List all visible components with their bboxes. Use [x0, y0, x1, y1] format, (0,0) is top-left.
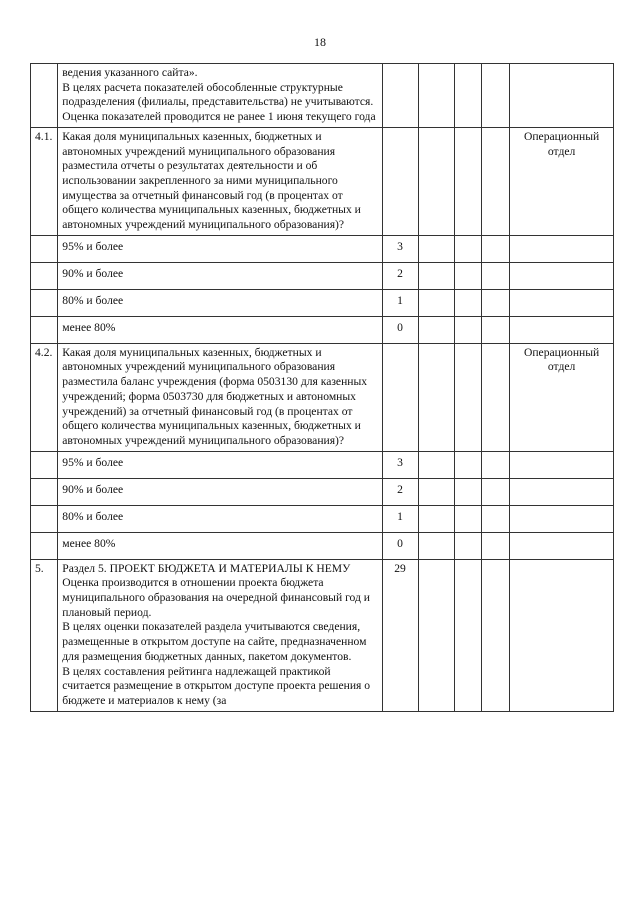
score-value: 3: [382, 451, 418, 478]
responsible-unit: [510, 451, 614, 478]
item-number: [31, 505, 58, 532]
option-label: 80% и более: [58, 289, 382, 316]
empty-cell-2: [454, 478, 481, 505]
empty-cell-2: [454, 289, 481, 316]
empty-cell-2: [454, 451, 481, 478]
empty-cell-3: [481, 235, 509, 262]
empty-cell-1: [418, 532, 454, 559]
empty-cell-2: [454, 262, 481, 289]
table-body: [31, 64, 614, 712]
option-row: [31, 235, 614, 262]
score-value: 2: [382, 262, 418, 289]
paragraph: ведения указанного сайта».: [62, 66, 198, 79]
responsible-unit: [510, 289, 614, 316]
empty-cell-3: [481, 478, 509, 505]
item-number: 4.1.: [31, 127, 58, 235]
responsible-unit: [510, 316, 614, 343]
paragraph: Оценка показателей проводится не ранее 1 июня текущего года: [62, 110, 376, 124]
empty-cell-3: [481, 343, 509, 451]
empty-cell-1: [418, 235, 454, 262]
empty-cell-1: [418, 505, 454, 532]
item-text: [58, 64, 382, 128]
option-label: 95% и более: [58, 235, 382, 262]
page-number: 18: [314, 35, 326, 49]
score-value: 3: [382, 235, 418, 262]
item-number: [31, 478, 58, 505]
option-label: менее 80%: [58, 532, 382, 559]
empty-cell-2: [454, 559, 481, 711]
empty-cell-2: [454, 316, 481, 343]
option-label: менее 80%: [58, 316, 382, 343]
score-value: [382, 127, 418, 235]
option-row: [31, 478, 614, 505]
responsible-unit: [510, 64, 614, 128]
empty-cell-3: [481, 64, 509, 128]
empty-cell-2: [454, 343, 481, 451]
empty-cell-2: [454, 64, 481, 128]
item-number: [31, 451, 58, 478]
empty-cell-3: [481, 262, 509, 289]
responsible-unit: [510, 505, 614, 532]
empty-cell-2: [454, 235, 481, 262]
item-number: 5.: [31, 559, 58, 711]
item-text: [58, 559, 382, 711]
empty-cell-1: [418, 289, 454, 316]
item-number: [31, 316, 58, 343]
empty-cell-3: [481, 127, 509, 235]
empty-cell-3: [481, 316, 509, 343]
paragraph: В целях расчета показателей обособленные структурные подразделения (филиалы, представительства) не учитываются.: [62, 80, 374, 109]
empty-cell-1: [418, 64, 454, 128]
empty-cell-2: [454, 532, 481, 559]
empty-cell-3: [481, 559, 509, 711]
question-row: [31, 343, 614, 451]
option-label: 90% и более: [58, 478, 382, 505]
empty-cell-3: [481, 289, 509, 316]
responsible-unit: [510, 532, 614, 559]
item-number: 4.2.: [31, 343, 58, 451]
item-number: [31, 532, 58, 559]
option-row: [31, 289, 614, 316]
responsible-unit: [510, 478, 614, 505]
score-value: [382, 64, 418, 128]
item-number: [31, 235, 58, 262]
option-row: [31, 451, 614, 478]
paragraph: В целях оценки показателей раздела учитываются сведения, размещенные в открытом доступе на сайте, предназначенном для размещения бюджетных данных, пакетом документов.: [62, 620, 367, 663]
empty-cell-1: [418, 127, 454, 235]
item-number: [31, 64, 58, 128]
criteria-table: [30, 63, 614, 712]
paragraph: Какая доля муниципальных казенных, бюджетных и автономных учреждений муниципального образования разместила отчеты о результатах деятельности и об использовании закрепленного за ними муниципального имущества за отчетный финансовый год (в процентах от общего количества муниципальных казенных, бюджетных и автономных учреждений муниципального образования)?: [62, 129, 361, 232]
empty-cell-2: [454, 505, 481, 532]
empty-cell-3: [481, 505, 509, 532]
option-label: 80% и более: [58, 505, 382, 532]
item-number: [31, 289, 58, 316]
question-row: [31, 127, 614, 235]
option-label: 90% и более: [58, 262, 382, 289]
empty-cell-1: [418, 262, 454, 289]
item-text: [58, 343, 382, 451]
empty-cell-1: [418, 451, 454, 478]
empty-cell-3: [481, 451, 509, 478]
score-value: 0: [382, 316, 418, 343]
paragraph: В целях составления рейтинга надлежащей практикой считается размещение в открытом доступе проекта решения о бюджете и материалов к нему (за: [62, 664, 371, 707]
score-value: 1: [382, 289, 418, 316]
score-value: 1: [382, 505, 418, 532]
paragraph: Оценка производится в отношении проекта бюджета муниципального образования на очередной финансовый год и плановый период.: [62, 576, 371, 619]
empty-cell-1: [418, 343, 454, 451]
paragraph: Какая доля муниципальных казенных, бюджетных и автономных учреждений муниципального образования разместила баланс учреждения (форма 0503130 для казенных учреждений; форма 0503730 для бюджетных и автономных учреждений) за отчетный финансовый год (в процентах от общего количества муниципальных казенных, бюджетных и автономных учреждений муниципального образования)?: [62, 345, 368, 447]
item-number: [31, 262, 58, 289]
empty-cell-2: [454, 127, 481, 235]
score-value: [382, 343, 418, 451]
option-label: 95% и более: [58, 451, 382, 478]
responsible-unit: [510, 235, 614, 262]
empty-cell-3: [481, 532, 509, 559]
option-row: [31, 505, 614, 532]
text-row: [31, 64, 614, 128]
section-row: [31, 559, 614, 711]
score-value: 29: [382, 559, 418, 711]
item-text: [58, 127, 382, 235]
option-row: [31, 532, 614, 559]
responsible-unit: Операционный отдел: [510, 127, 614, 235]
paragraph: Раздел 5. ПРОЕКТ БЮДЖЕТА И МАТЕРИАЛЫ К НЕМУ: [62, 561, 351, 575]
option-row: [31, 262, 614, 289]
responsible-unit: [510, 262, 614, 289]
empty-cell-1: [418, 478, 454, 505]
responsible-unit: [510, 559, 614, 711]
score-value: 0: [382, 532, 418, 559]
responsible-unit: Операционный отдел: [510, 343, 614, 451]
score-value: 2: [382, 478, 418, 505]
empty-cell-1: [418, 559, 454, 711]
empty-cell-1: [418, 316, 454, 343]
option-row: [31, 316, 614, 343]
